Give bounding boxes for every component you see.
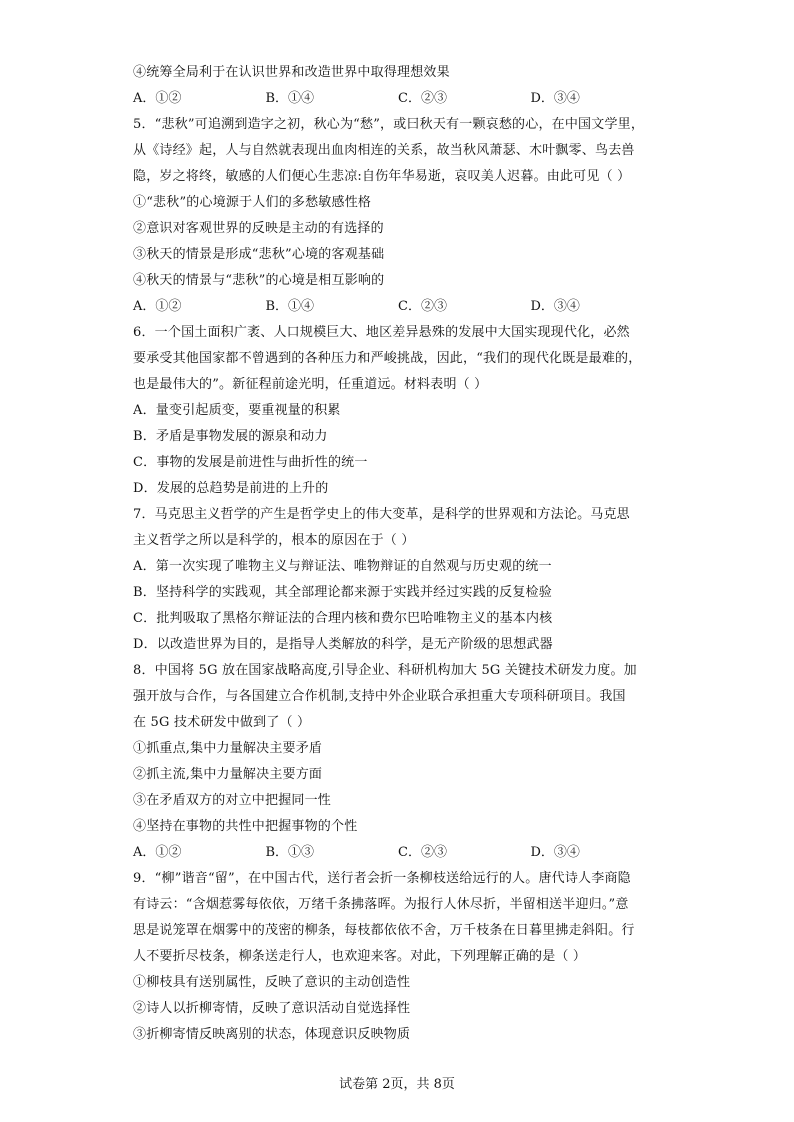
text-line: ②意识对客观世界的反映是主动的有选择的 [133,221,384,236]
question-content [133,60,663,1048]
text-line: ②诗人以折柳寄情，反映了意识活动自觉选择性 [133,1001,411,1016]
text-line: ③在矛盾双方的对立中把握同一性 [133,793,332,808]
text-line: 隐，岁之将终，敏感的人们便心生悲凉:自伤年华易逝，哀叹美人迟暮。由此可见（ ） [133,169,631,184]
text-line: 思是说笼罩在烟雾中的茂密的柳条，每枝都依依不舍，万千枝条在日暮里拂走斜阳。行 [133,923,635,938]
answer-option: B．①④ [265,91,315,106]
answer-option: D．③④ [530,299,580,314]
text-line: ④坚持在事物的共性中把握事物的个性 [133,819,358,834]
text-line: 9．“柳”谐音“留”，在中国古代，送行者会折一条柳枝送给远行的人。唐代诗人李商隐 [133,871,631,886]
text-line: C．事物的发展是前进性与曲折性的统一 [133,455,368,470]
answer-option: C．②③ [398,845,447,860]
text-line: 在 5G 技术研发中做到了（ ） [133,715,311,730]
answer-options-row [133,294,663,320]
text-line: C．批判吸取了黑格尔辩证法的合理内核和费尔巴哈唯物主义的基本内核 [133,611,553,626]
text-line: ④秋天的情景与“悲秋”的心境是相互影响的 [133,273,385,288]
text-line: ④统筹全局利于在认识世界和改造世界中取得理想效果 [133,65,450,80]
answer-option: C．②③ [398,299,447,314]
text-line: ②抓主流,集中力量解决主要方面 [133,767,323,782]
text-line: 8．中国将 5G 放在国家战略高度,引导企业、科研机构加大 5G 关键技术研发力度。加 [133,663,637,678]
answer-option: B．①③ [265,845,315,860]
text-line: ①柳枝具有送别属性，反映了意识的主动创造性 [133,975,411,990]
text-line: 要承受其他国家都不曾遇到的各种压力和严峻挑战，因此，“我们的现代化既是最难的， [133,351,642,366]
answer-options-row [133,86,663,112]
text-line: 强开放与合作，与各国建立合作机制,支持中外企业联合承担重大专项科研项目。我国 [133,689,626,704]
text-line: A．第一次实现了唯物主义与辩证法、唯物辩证的自然观与历史观的统一 [133,559,552,574]
answer-options-row [133,840,663,866]
text-line: 人不要折尽枝条，柳条送走行人，也欢迎来客。对此，下列理解正确的是（ ） [133,949,587,964]
page-footer: 试卷第 2页，共 8页 [339,1077,455,1092]
text-line: 有诗云：“含烟惹雾每依依，万绪千条拂落晖。为报行人休尽折，半留相送半迎归。”意 [133,897,629,912]
answer-option: B．①④ [265,299,315,314]
text-line: 7．马克思主义哲学的产生是哲学史上的伟大变革，是科学的世界观和方法论。马克思 [133,507,630,522]
text-line: 主义哲学之所以是科学的，根本的原因在于（ ） [133,533,415,548]
answer-option: D．③④ [530,91,580,106]
text-line: A．量变引起质变，要重视量的积累 [133,403,341,418]
text-line: D．以改造世界为目的，是指导人类解放的科学，是无产阶级的思想武器 [133,637,553,652]
answer-option: A．①② [133,91,182,106]
answer-option: A．①② [133,845,182,860]
answer-option: C．②③ [398,91,447,106]
text-line: B．矛盾是事物发展的源泉和动力 [133,429,328,444]
text-line: 5．“悲秋”可追溯到造字之初，秋心为“愁”，或曰秋天有一颗哀愁的心，在中国文学里， [133,117,645,132]
text-line: D．发展的总趋势是前进的上升的 [133,481,329,496]
answer-option: D．③④ [530,845,580,860]
answer-option: A．①② [133,299,182,314]
text-line: 从《诗经》起，人与自然就表现出血肉相连的关系，故当秋风萧瑟、木叶飘零、鸟去兽 [133,143,635,158]
text-line: ③折柳寄情反映离别的状态，体现意识反映物质 [133,1027,411,1042]
text-line: ①抓重点,集中力量解决主要矛盾 [133,741,323,756]
text-line: B．坚持科学的实践观，其全部理论都来源于实践并经过实践的反复检验 [133,585,552,600]
text-line: ①“悲秋”的心境源于人们的多愁敏感性格 [133,195,372,210]
text-line: 也是最伟大的”。新征程前途光明，任重道远。材料表明（ ） [133,377,488,392]
text-line: 6．一个国土面积广袤、人口规模巨大、地区差异悬殊的发展中大国实现现代化，必然 [133,325,630,340]
text-line: ③秋天的情景是形成“悲秋”心境的客观基础 [133,247,385,262]
